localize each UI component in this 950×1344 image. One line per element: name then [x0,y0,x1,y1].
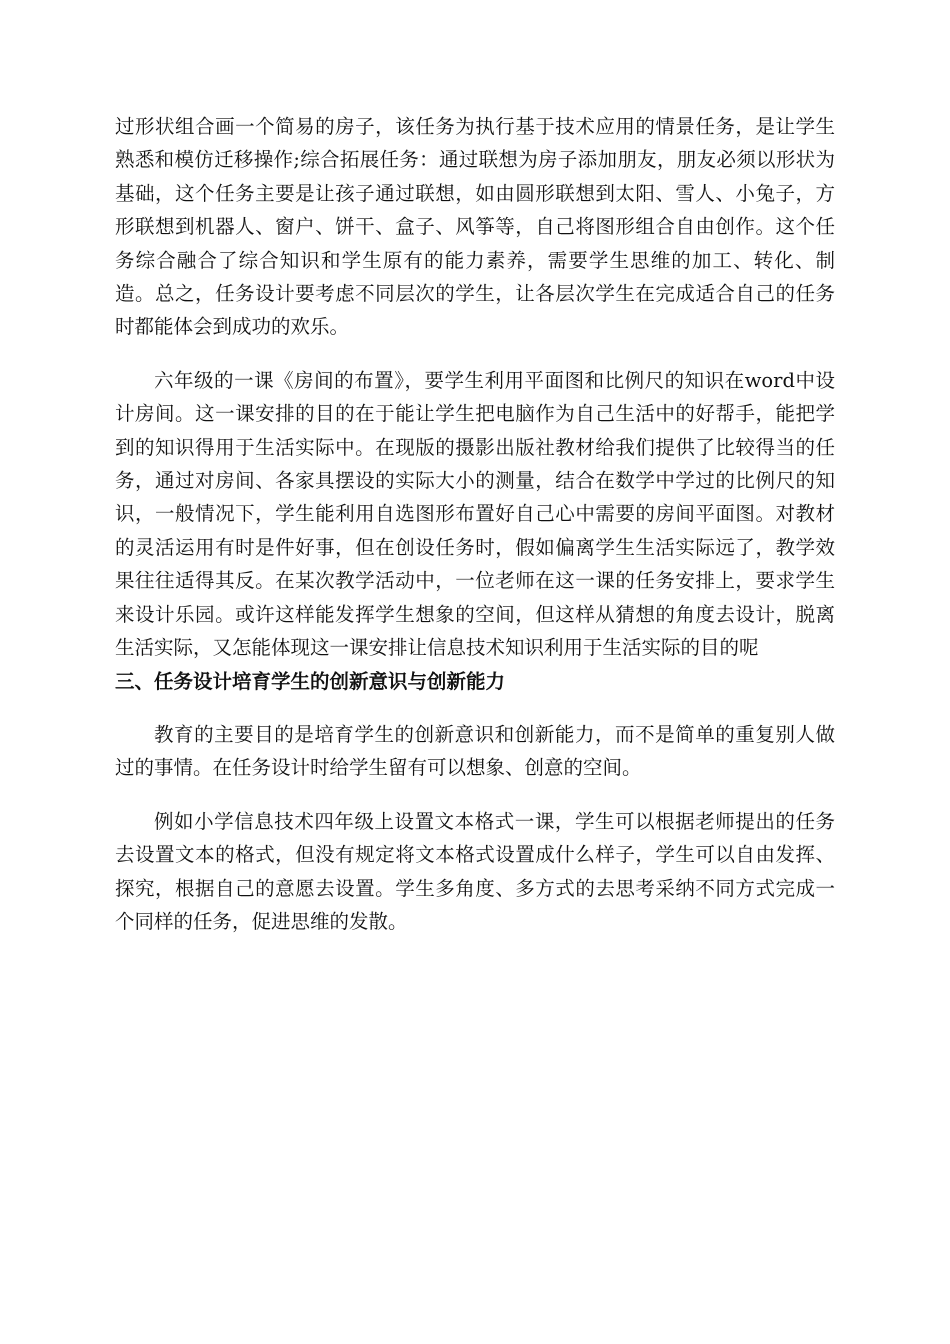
paragraph-4: 例如小学信息技术四年级上设置文本格式一课，学生可以根据老师提出的任务去设置文本的格式，但没有规定将文本格式设置成什么样子，学生可以自由发挥、探究，根据自己的意愿去设置。学生多角度、多方式的去思考采纳不同方式完成一个同样的任务，促进思维的发散。 [115,809,835,933]
paragraph-2: 六年级的一课《房间的布置》，要学生利用平面图和比例尺的知识在word中设计房间。这一课安排的目的在于能让学生把电脑作为自己生活中的好帮手，能把学到的知识得用于生活实际中。在现版的摄影出版社教材给我们提供了比较得当的任务，通过对房间、各家具摆设的实际大小的测量，结合在数学中学过的比例尺的知识，一般情况下，学生能利用自选图形布置好自己心中需要的房间平面图。对教材的灵活运用有时是件好事，但在创设任务时，假如偏离学生生活实际远了，教学效果往往适得其反。在某次教学活动中，一位老师在这一课的任务安排上，要求学生来设计乐园。或许这样能发挥学生想象的空间，但这样从猜想的角度去设计，脱离生活实际，又怎能体现这一课安排让信息技术知识利用于生活实际的目的呢 [115,368,835,660]
paragraph-1: 过形状组合画一个简易的房子，该任务为执行基于技术应用的情景任务，是让学生熟悉和模仿迁移操作;综合拓展任务：通过联想为房子添加朋友，朋友必须以形状为基础，这个任务主要是让孩子通过联想，如由圆形联想到太阳、雪人、小兔子，方形联想到机器人、窗户、饼干、盒子、风筝等，自己将图形组合自由创作。这个任务综合融合了综合知识和学生原有的能力素养，需要学生思维的加工、转化、制造。总之，任务设计要考虑不同层次的学生，让各层次学生在完成适合自己的任务时都能体会到成功的欢乐。 [115,115,835,339]
section-heading-3: 三、任务设计培育学生的创新意识与创新能力 [115,669,506,693]
document-page [115,110,835,938]
paragraph-3: 教育的主要目的是培育学生的创新意识和创新能力，而不是简单的重复别人做过的事情。在任务设计时给学生留有可以想象、创意的空间。 [115,722,835,780]
